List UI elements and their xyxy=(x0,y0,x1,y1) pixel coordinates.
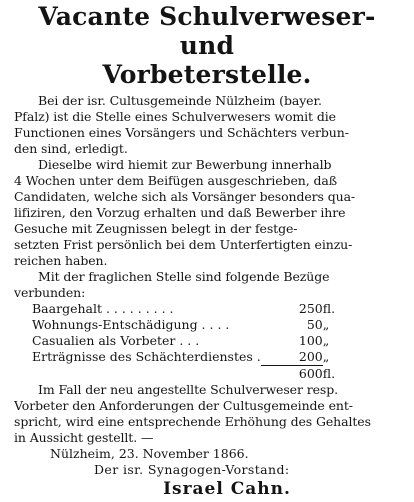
text-line: in Aussicht gestellt. — xyxy=(14,430,154,445)
text-line: Im Fall der neu angestellte Schulverweser resp. xyxy=(38,382,338,397)
salary-amount: 200 xyxy=(298,349,323,364)
text-line: reichen haben. xyxy=(14,253,108,268)
salary-row xyxy=(32,333,357,349)
signer-line: Der isr. Synagogen-Vorstand: xyxy=(94,462,290,477)
text-line: Gesuche mit Zeugnissen belegt in der festge- xyxy=(14,221,298,236)
text-line: Pfalz) ist die Stelle eines Schulverwesers womit die xyxy=(14,109,336,124)
salary-row xyxy=(32,349,357,366)
salary-total-row xyxy=(32,366,357,383)
salary-label: Casualien als Vorbeter . . . xyxy=(32,333,200,348)
text-line: verbunden: xyxy=(14,285,86,300)
headline xyxy=(14,2,400,89)
text-line: Dieselbe wird hiemit zur Bewerbung innerhalb xyxy=(38,157,332,172)
text-line: Bei der isr. Cultusgemeinde Nülzheim (bayer. xyxy=(38,93,322,108)
text-line: Functionen eines Vorsängers und Schächters verbun- xyxy=(14,125,349,140)
salary-row xyxy=(32,317,357,333)
salary-unit: „ xyxy=(322,349,330,364)
text-line: Mit der fraglichen Stelle sind folgende Bezüge xyxy=(38,269,330,284)
text-line: 4 Wochen unter dem Beifügen ausgeschrieben, daß xyxy=(14,173,337,188)
salary-total-amount: 600 xyxy=(261,366,323,383)
salary-label: Baargehalt . . . . . . . . . xyxy=(32,301,174,316)
text-line: den sind, erledigt. xyxy=(14,141,128,156)
date-line: Nülzheim, 23. November 1866. xyxy=(50,446,249,461)
salary-amount: 250 xyxy=(298,301,323,316)
salary-amount: 50 xyxy=(306,317,323,332)
paragraph-raise xyxy=(14,382,400,446)
paragraph-benefits xyxy=(14,269,400,301)
text-line: spricht, wird eine entsprechende Erhöhung des Gehaltes xyxy=(14,414,371,429)
paragraph-application xyxy=(14,157,400,269)
salary-row xyxy=(32,301,357,317)
salary-unit: „ xyxy=(322,317,330,332)
headline-line-1: Vacante Schulverweser- und xyxy=(38,2,376,60)
salary-unit: „ xyxy=(322,333,330,348)
text-line: setzten Frist persönlich bei dem Unterfertigten einzu- xyxy=(14,237,353,252)
text-line: Candidaten, welche sich als Vorsänger besonders qua- xyxy=(14,189,356,204)
paragraph-vacancy xyxy=(14,93,400,157)
headline-line-2: Vorbeterstelle. xyxy=(102,60,312,89)
salary-total-unit: fl. xyxy=(322,365,336,381)
signature: Israel Cahn. xyxy=(163,479,291,499)
salary-label: Erträgnisse des Schächterdienstes . xyxy=(32,349,261,364)
salary-table xyxy=(32,301,357,382)
salary-label: Wohnungs-Entschädigung . . . . xyxy=(32,317,230,332)
salary-amount: 100 xyxy=(298,333,323,348)
salary-unit: fl. xyxy=(322,301,336,316)
text-line: lifiziren, den Vorzug erhalten und daß Bewerber ihre xyxy=(14,205,346,220)
text-line: Vorbeter den Anforderungen der Cultusgemeinde ent- xyxy=(14,398,353,413)
